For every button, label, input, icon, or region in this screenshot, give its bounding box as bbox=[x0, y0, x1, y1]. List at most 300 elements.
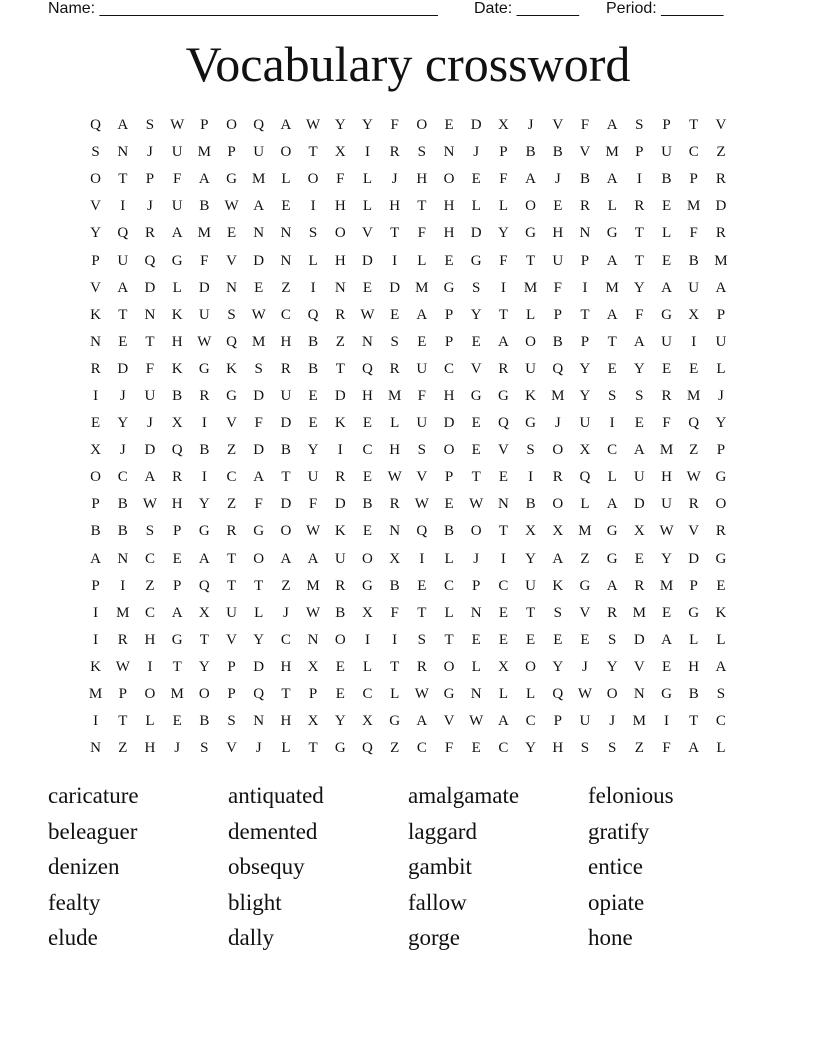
grid-cell: W bbox=[469, 713, 484, 730]
grid-cell: A bbox=[525, 171, 537, 188]
grid-cell: E bbox=[607, 360, 617, 377]
grid-cell: E bbox=[308, 387, 318, 404]
grid-cell: G bbox=[198, 360, 210, 377]
grid-cell: A bbox=[144, 469, 156, 486]
grid-cell: B bbox=[552, 144, 563, 161]
grid-cell: I bbox=[93, 631, 99, 648]
grid-cell: R bbox=[335, 577, 346, 594]
grid-cell: T bbox=[580, 306, 590, 323]
grid-cell: K bbox=[90, 306, 102, 323]
grid-cell: D bbox=[715, 198, 727, 215]
grid-cell: L bbox=[362, 198, 373, 215]
grid-cell: E bbox=[498, 604, 508, 621]
word-bank-item: felonious bbox=[588, 783, 674, 808]
grid-cell: W bbox=[197, 333, 212, 350]
grid-cell: A bbox=[307, 550, 319, 567]
grid-cell: Q bbox=[416, 523, 428, 540]
grid-cell: F bbox=[417, 387, 427, 404]
grid-cell: M bbox=[197, 225, 212, 242]
grid-cell: M bbox=[659, 577, 674, 594]
grid-cell: P bbox=[553, 713, 562, 730]
word-bank-item: gratify bbox=[588, 818, 650, 844]
grid-cell: Y bbox=[90, 225, 102, 242]
grid-cell: O bbox=[334, 225, 346, 242]
grid-cell: M bbox=[632, 604, 647, 621]
grid-cell: Q bbox=[226, 333, 237, 350]
grid-cell: T bbox=[444, 631, 454, 648]
grid-cell: H bbox=[144, 631, 156, 648]
grid-cell: B bbox=[525, 144, 536, 161]
grid-cell: H bbox=[334, 198, 346, 215]
grid-cell: A bbox=[198, 550, 210, 567]
grid-cell: U bbox=[552, 252, 564, 269]
grid-cell: I bbox=[664, 713, 670, 730]
grid-cell: A bbox=[661, 631, 672, 648]
word-bank-item: gorge bbox=[408, 925, 460, 950]
grid-cell: X bbox=[334, 144, 346, 161]
grid-cell: I bbox=[609, 415, 615, 432]
grid-cell: I bbox=[93, 387, 99, 404]
grid-cell: T bbox=[607, 333, 617, 350]
grid-cell: T bbox=[254, 577, 264, 594]
grid-cell: A bbox=[633, 442, 645, 459]
grid-cell: W bbox=[224, 198, 239, 215]
grid-cell: X bbox=[171, 415, 183, 432]
grid-cell: G bbox=[688, 604, 700, 621]
grid-cell: H bbox=[389, 442, 401, 459]
grid-cell: D bbox=[253, 387, 265, 404]
grid-cell: M bbox=[116, 604, 130, 621]
grid-cell: O bbox=[226, 117, 237, 134]
grid-cell: A bbox=[117, 279, 129, 296]
grid-cell: P bbox=[662, 117, 671, 134]
grid-cell: N bbox=[334, 279, 346, 296]
grid-cell: F bbox=[145, 360, 155, 377]
grid-cell: S bbox=[417, 631, 427, 648]
grid-cell: W bbox=[469, 496, 484, 513]
grid-cell: L bbox=[498, 686, 508, 703]
grid-cell: O bbox=[525, 333, 537, 350]
grid-cell: O bbox=[280, 523, 292, 540]
grid-cell: D bbox=[144, 442, 156, 459]
grid-cell: A bbox=[497, 333, 509, 350]
grid-cell: O bbox=[362, 550, 373, 567]
grid-cell: W bbox=[387, 469, 402, 486]
grid-cell: D bbox=[334, 387, 346, 404]
grid-cell: T bbox=[526, 252, 536, 269]
grid-cell: R bbox=[634, 577, 645, 594]
grid-cell: O bbox=[280, 144, 292, 161]
grid-cell: L bbox=[526, 306, 536, 323]
grid-cell: D bbox=[633, 631, 645, 648]
grid-cell: T bbox=[199, 631, 209, 648]
grid-cell: Y bbox=[661, 550, 672, 567]
grid-cell: E bbox=[118, 333, 128, 350]
grid-cell: L bbox=[362, 658, 373, 675]
grid-cell: G bbox=[579, 577, 591, 594]
grid-cell: E bbox=[172, 713, 182, 730]
grid-cell: B bbox=[308, 360, 319, 377]
grid-cell: J bbox=[119, 387, 126, 404]
grid-cell: V bbox=[90, 198, 102, 215]
grid-cell: Q bbox=[497, 415, 509, 432]
word-bank-item: antiquated bbox=[228, 783, 324, 808]
grid-cell: V bbox=[552, 117, 564, 134]
grid-cell: E bbox=[553, 198, 563, 215]
grid-cell: E bbox=[362, 279, 373, 296]
grid-cell: A bbox=[606, 171, 618, 188]
grid-cell: S bbox=[145, 117, 155, 134]
grid-cell: J bbox=[282, 604, 289, 621]
grid-cell: U bbox=[661, 496, 672, 513]
grid-cell: T bbox=[281, 469, 291, 486]
grid-cell: G bbox=[171, 631, 183, 648]
grid-cell: R bbox=[389, 144, 400, 161]
grid-cell: Q bbox=[579, 469, 591, 486]
grid-cell: W bbox=[577, 686, 593, 703]
grid-cell: S bbox=[200, 740, 209, 757]
grid-cell: E bbox=[254, 279, 264, 296]
grid-cell: Z bbox=[580, 550, 590, 567]
grid-cell: S bbox=[227, 306, 236, 323]
grid-cell: N bbox=[253, 225, 265, 242]
grid-cell: S bbox=[553, 604, 562, 621]
grid-cell: L bbox=[471, 198, 481, 215]
grid-cell: I bbox=[364, 631, 370, 648]
grid-cell: A bbox=[253, 469, 265, 486]
grid-cell: I bbox=[201, 415, 207, 432]
grid-cell: B bbox=[199, 442, 210, 459]
grid-cell: A bbox=[633, 333, 645, 350]
grid-cell: D bbox=[470, 117, 482, 134]
grid-cell: U bbox=[144, 387, 156, 404]
grid-cell: N bbox=[117, 550, 129, 567]
grid-cell: U bbox=[688, 279, 700, 296]
grid-cell: P bbox=[118, 686, 127, 703]
grid-cell: S bbox=[91, 144, 100, 161]
grid-cell: J bbox=[609, 713, 616, 730]
grid-cell: Y bbox=[606, 658, 618, 675]
grid-cell: E bbox=[335, 658, 345, 675]
grid-cell: G bbox=[525, 415, 537, 432]
grid-cell: C bbox=[607, 442, 618, 459]
grid-cell: W bbox=[306, 523, 321, 540]
grid-cell: F bbox=[308, 496, 318, 513]
grid-cell: H bbox=[443, 225, 455, 242]
grid-cell: V bbox=[226, 252, 237, 269]
grid-cell: H bbox=[280, 658, 292, 675]
grid-cell: E bbox=[281, 198, 291, 215]
grid-cell: A bbox=[552, 550, 564, 567]
grid-cell: A bbox=[606, 252, 618, 269]
grid-cell: R bbox=[90, 360, 101, 377]
grid-cell: X bbox=[389, 550, 401, 567]
grid-cell: O bbox=[253, 550, 265, 567]
grid-cell: A bbox=[606, 496, 618, 513]
grid-cell: R bbox=[607, 604, 618, 621]
grid-cell: P bbox=[472, 577, 481, 594]
grid-cell: R bbox=[416, 658, 427, 675]
grid-cell: H bbox=[443, 198, 455, 215]
word-bank-item: blight bbox=[228, 889, 282, 915]
grid-cell: B bbox=[552, 333, 563, 350]
grid-cell: Q bbox=[117, 225, 129, 242]
grid-cell: N bbox=[443, 144, 455, 161]
grid-cell: Y bbox=[552, 658, 564, 675]
grid-cell: T bbox=[390, 658, 400, 675]
grid-cell: O bbox=[552, 442, 564, 459]
grid-cell: B bbox=[199, 198, 210, 215]
grid-cell: T bbox=[634, 225, 644, 242]
grid-cell: R bbox=[688, 496, 699, 513]
grid-cell: M bbox=[170, 686, 184, 703]
grid-cell: A bbox=[171, 225, 183, 242]
grid-cell: Z bbox=[716, 144, 726, 161]
grid-cell: G bbox=[715, 469, 727, 486]
grid-cell: K bbox=[715, 604, 727, 621]
grid-cell: P bbox=[227, 144, 236, 161]
grid-cell: P bbox=[172, 523, 182, 540]
grid-cell: L bbox=[716, 740, 726, 757]
grid-cell: I bbox=[93, 713, 99, 730]
grid-cell: S bbox=[635, 117, 644, 134]
grid-cell: T bbox=[471, 469, 481, 486]
grid-cell: I bbox=[392, 631, 398, 648]
grid-cell: E bbox=[362, 415, 373, 432]
grid-cell: E bbox=[661, 604, 672, 621]
grid-cell: Y bbox=[715, 415, 727, 432]
grid-cell: H bbox=[661, 469, 672, 486]
grid-cell: I bbox=[582, 279, 588, 296]
grid-cell: L bbox=[390, 415, 400, 432]
grid-cell: V bbox=[470, 360, 482, 377]
grid-cell: E bbox=[226, 225, 237, 242]
grid-cell: N bbox=[280, 225, 292, 242]
grid-cell: O bbox=[90, 171, 102, 188]
grid-cell: L bbox=[498, 198, 508, 215]
grid-cell: U bbox=[525, 360, 537, 377]
grid-cell: O bbox=[90, 469, 102, 486]
grid-cell: F bbox=[254, 415, 263, 432]
grid-cell: T bbox=[498, 523, 508, 540]
grid-cell: J bbox=[473, 550, 480, 567]
grid-cell: W bbox=[659, 523, 674, 540]
grid-cell: E bbox=[335, 686, 345, 703]
grid-cell: U bbox=[416, 415, 428, 432]
grid-cell: I bbox=[691, 333, 697, 350]
grid-cell: I bbox=[528, 469, 534, 486]
grid-cell: G bbox=[606, 523, 618, 540]
grid-cell: E bbox=[362, 469, 373, 486]
grid-cell: Z bbox=[689, 442, 699, 459]
grid-cell: B bbox=[199, 713, 210, 730]
grid-cell: G bbox=[443, 279, 455, 296]
period-field: Period: _______ bbox=[606, 0, 724, 17]
word-bank-item: hone bbox=[588, 925, 633, 950]
grid-cell: H bbox=[144, 740, 156, 757]
grid-cell: M bbox=[197, 144, 212, 161]
grid-cell: E bbox=[661, 198, 672, 215]
grid-cell: S bbox=[308, 225, 318, 242]
grid-cell: S bbox=[607, 740, 617, 757]
grid-cell: J bbox=[255, 740, 262, 757]
word-bank-item: fallow bbox=[408, 889, 467, 915]
grid-cell: Q bbox=[198, 577, 210, 594]
grid-cell: V bbox=[362, 225, 373, 242]
grid-cell: U bbox=[334, 550, 346, 567]
grid-cell: N bbox=[633, 686, 645, 703]
grid-cell: G bbox=[525, 225, 537, 242]
grid-cell: U bbox=[117, 252, 129, 269]
grid-cell: Y bbox=[307, 442, 319, 459]
grid-cell: S bbox=[607, 387, 617, 404]
grid-cell: E bbox=[689, 360, 699, 377]
grid-cell: L bbox=[716, 631, 726, 648]
grid-cell: G bbox=[606, 225, 618, 242]
grid-cell: Q bbox=[253, 686, 265, 703]
grid-cell: R bbox=[498, 360, 509, 377]
grid-cell: V bbox=[226, 415, 237, 432]
grid-cell: H bbox=[552, 740, 564, 757]
grid-cell: L bbox=[281, 740, 291, 757]
grid-cell: B bbox=[308, 333, 319, 350]
grid-cell: R bbox=[715, 523, 726, 540]
grid-cell: Y bbox=[633, 279, 645, 296]
grid-cell: S bbox=[417, 442, 427, 459]
grid-cell: I bbox=[93, 604, 99, 621]
page-title: Vocabulary crossword bbox=[185, 36, 631, 92]
grid-cell: U bbox=[661, 144, 672, 161]
grid-cell: N bbox=[144, 306, 156, 323]
grid-cell: T bbox=[226, 550, 237, 567]
grid-cell: L bbox=[607, 469, 617, 486]
grid-cell: W bbox=[306, 117, 321, 134]
grid-cell: U bbox=[307, 469, 319, 486]
grid-cell: Y bbox=[497, 225, 509, 242]
grid-cell: L bbox=[526, 686, 536, 703]
grid-cell: Y bbox=[334, 713, 346, 730]
grid-cell: X bbox=[362, 713, 373, 730]
grid-cell: G bbox=[334, 740, 346, 757]
grid-cell: C bbox=[688, 144, 699, 161]
grid-cell: O bbox=[606, 686, 618, 703]
grid-cell: P bbox=[444, 306, 454, 323]
grid-cell: Y bbox=[579, 360, 591, 377]
word-bank-item: caricature bbox=[48, 783, 139, 808]
grid-cell: Y bbox=[334, 117, 346, 134]
grid-cell: O bbox=[144, 686, 156, 703]
grid-cell: T bbox=[417, 198, 427, 215]
grid-cell: G bbox=[443, 686, 455, 703]
grid-cell: H bbox=[416, 171, 428, 188]
grid-cell: L bbox=[417, 252, 427, 269]
grid-cell: E bbox=[661, 252, 672, 269]
grid-cell: L bbox=[172, 279, 182, 296]
grid-cell: Q bbox=[362, 360, 373, 377]
grid-cell: V bbox=[226, 740, 237, 757]
grid-cell: P bbox=[227, 658, 236, 675]
grid-cell: A bbox=[280, 117, 292, 134]
grid-cell: C bbox=[362, 686, 373, 703]
grid-cell: G bbox=[362, 577, 373, 594]
grid-cell: R bbox=[172, 469, 183, 486]
grid-cell: N bbox=[226, 279, 237, 296]
grid-cell: X bbox=[579, 442, 591, 459]
grid-cell: K bbox=[334, 523, 346, 540]
grid-cell: T bbox=[281, 686, 291, 703]
grid-cell: E bbox=[417, 577, 427, 594]
grid-cell: U bbox=[226, 604, 237, 621]
grid-cell: F bbox=[662, 740, 671, 757]
grid-cell: L bbox=[689, 631, 699, 648]
grid-cell: N bbox=[389, 523, 401, 540]
grid-cell: A bbox=[661, 279, 672, 296]
grid-cell: O bbox=[525, 198, 537, 215]
word-bank-item: obsequy bbox=[228, 854, 305, 879]
grid-cell: S bbox=[227, 713, 236, 730]
grid-cell: E bbox=[634, 415, 644, 432]
grid-cell: I bbox=[364, 144, 370, 161]
grid-cell: L bbox=[390, 686, 400, 703]
grid-cell: P bbox=[499, 144, 508, 161]
grid-cell: R bbox=[634, 198, 645, 215]
grid-cell: S bbox=[254, 360, 263, 377]
grid-cell: Z bbox=[145, 577, 155, 594]
word-bank-item: entice bbox=[588, 854, 643, 879]
grid-cell: R bbox=[715, 225, 726, 242]
grid-cell: U bbox=[579, 713, 591, 730]
word-bank-item: amalgamate bbox=[408, 783, 520, 808]
grid-cell: L bbox=[281, 171, 291, 188]
grid-cell: M bbox=[523, 279, 538, 296]
grid-cell: S bbox=[580, 740, 590, 757]
grid-cell: E bbox=[661, 658, 672, 675]
grid-cell: R bbox=[199, 387, 210, 404]
grid-cell: K bbox=[171, 360, 183, 377]
grid-cell: A bbox=[280, 550, 292, 567]
grid-cell: L bbox=[607, 198, 617, 215]
header-fields bbox=[48, 0, 748, 22]
word-bank-item: elude bbox=[48, 925, 98, 950]
grid-cell: K bbox=[171, 306, 183, 323]
grid-cell: T bbox=[689, 117, 699, 134]
grid-cell: K bbox=[90, 658, 102, 675]
grid-cell: L bbox=[362, 171, 373, 188]
grid-cell: E bbox=[444, 117, 454, 134]
grid-cell: B bbox=[525, 496, 536, 513]
grid-cell: M bbox=[387, 387, 402, 404]
grid-cell: L bbox=[308, 252, 318, 269]
grid-cell: D bbox=[253, 658, 265, 675]
grid-cell: Q bbox=[171, 442, 183, 459]
grid-cell: U bbox=[280, 387, 292, 404]
grid-cell: A bbox=[715, 279, 727, 296]
grid-cell: A bbox=[606, 306, 618, 323]
grid-cell: V bbox=[90, 279, 102, 296]
grid-cell: F bbox=[499, 171, 508, 188]
grid-cell: T bbox=[145, 333, 155, 350]
grid-cell: I bbox=[419, 550, 425, 567]
word-bank-item: laggard bbox=[408, 818, 477, 844]
grid-cell: L bbox=[145, 713, 155, 730]
grid-cell: A bbox=[416, 306, 428, 323]
grid-cell: W bbox=[142, 496, 158, 513]
grid-cell: U bbox=[171, 198, 183, 215]
grid-cell: C bbox=[362, 442, 373, 459]
grid-cell: P bbox=[200, 117, 209, 134]
grid-cell: M bbox=[605, 279, 619, 296]
grid-cell: I bbox=[500, 550, 506, 567]
